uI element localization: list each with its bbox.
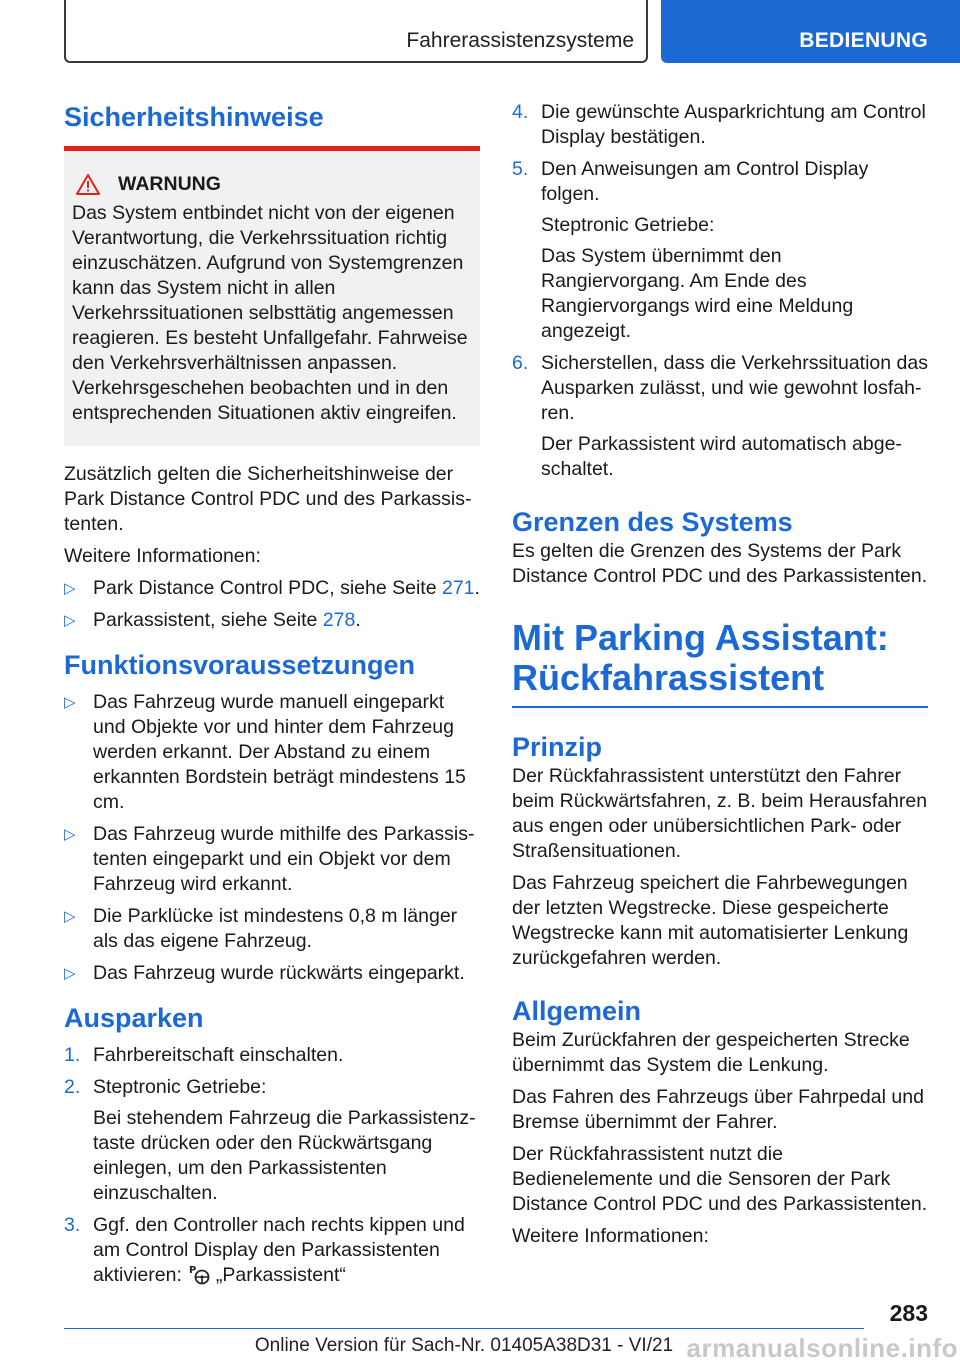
footer-online-version: Online Version für Sach-Nr. 01405A38D31 - VI/21 <box>254 1335 674 1356</box>
svg-text:P: P <box>188 1265 197 1276</box>
list-item: ▷ Die Parklücke ist mindestens 0,8 m länger als das eigene Fahrzeug. <box>64 905 458 952</box>
heading-main-title-line1: Mit Parking Assistant: <box>512 617 889 658</box>
list-item: 1. Fahrbereitschaft einschalten. <box>64 1044 344 1066</box>
allgemein-paragraph-2: Das Fahren des Fahrzeugs über Fahrpedal und Bremse übernimmt der Fahrer. <box>512 1086 924 1133</box>
warning-text: Das System entbindet nicht von der eigenen Verantwortung, die Verkehrssituation richtig einzuschätzen. Aufgrund von Systemgrenzen kann das System nicht in allen Verkehrssituationen selbsttätig angemessen reagieren. Es besteht Unfallgefahr. Fahrweise den Verkehrsverhältnissen anpassen. Verkehrsgeschehen beobachten und in den entsprechenden Situationen aktiv eingreifen. <box>72 202 468 424</box>
header-chapter-tab <box>661 0 960 63</box>
prinzip-paragraph-1: Der Rückfahrassistent unterstützt den Fahrer beim Rückwärtsfahren, z. B. beim Herausfahren aus engen oder unübersichtlichen Park- oder Straßensituationen. <box>512 765 928 862</box>
zusatz-paragraph: Zusätzlich gelten die Sicherheitshinweise der Park Distance Control PDC und des Parkassistenten. <box>64 463 472 535</box>
page-link-278[interactable]: 278 <box>322 609 356 631</box>
heading-allgemein: Allgemein <box>512 996 642 1026</box>
triangle-right-icon: ▷ <box>64 612 76 629</box>
warning-title-text: WARNUNG <box>118 173 221 195</box>
weitere-informationen-right: Weitere Informationen: <box>512 1225 709 1247</box>
footer-rule <box>64 1328 864 1329</box>
allgemein-paragraph-3: Der Rückfahrassistent nutzt die Bedienelemente und die Sensoren der Park Distance Control PDC und des Parkassistenten. <box>512 1143 928 1215</box>
grenzen-paragraph: Es gelten die Grenzen des Systems der Park Distance Control PDC und des Parkassistenten. <box>512 540 928 587</box>
list-item: 5. Den Anweisungen am Control Display folgen. Steptronic Getriebe: Das System übernimmt den Rangiervorgang. Am Ende des Rangiervorgangs wird eine Meldung angezeigt. <box>512 158 869 342</box>
list-item: 3. Ggf. den Controller nach rechts kippen und am Control Display den Parkassistenten aktivieren: P „Parkassistent“ <box>64 1214 465 1286</box>
list-item: ▷ Das Fahrzeug wurde mithilfe des Parkassistenten eingeparkt und ein Objekt vor dem Fahrzeug wird erkannt. <box>64 823 475 895</box>
list-item: ▷ Parkassistent, siehe Seite 278. <box>64 609 361 631</box>
ausparken-steps <box>64 1043 480 1288</box>
weitere-informationen: Weitere Informationen: <box>64 545 261 567</box>
heading-prinzip: Prinzip <box>512 732 603 762</box>
warning-triangle-icon <box>76 174 100 195</box>
triangle-right-icon: ▷ <box>64 826 76 843</box>
heading-main-title-line2: Rückfahrassistent <box>512 657 825 698</box>
triangle-right-icon: ▷ <box>64 908 76 925</box>
heading-ausparken: Ausparken <box>64 1003 204 1033</box>
reference-list <box>64 576 480 633</box>
heading-funktionsvoraussetzungen: Funktionsvoraussetzungen <box>64 650 416 680</box>
ausparken-steps-continued <box>512 100 928 482</box>
list-item: 6. Sicherstellen, dass die Verkehrssituation das Ausparken zulässt, und wie gewohnt losfahren. Der Parkassistent wird automatisch abgeschaltet. <box>512 352 928 480</box>
list-item: ▷ Park Distance Control PDC, siehe Seite 271. <box>64 577 480 599</box>
park-assist-icon <box>188 1263 210 1285</box>
warning-title <box>76 173 472 196</box>
header-chapter-label: BEDIENUNG <box>799 29 928 52</box>
funktion-list <box>64 690 480 986</box>
warning-box <box>64 151 480 446</box>
heading-grenzen: Grenzen des Systems <box>512 507 793 537</box>
heading-sicherheitshinweise: Sicherheitshinweise <box>64 102 324 132</box>
header-section-label: Fahrerassistenzsysteme <box>406 29 634 52</box>
triangle-right-icon: ▷ <box>64 694 76 711</box>
list-item: 4. Die gewünschte Ausparkrichtung am Control Display bestätigen. <box>512 101 926 148</box>
prinzip-paragraph-2: Das Fahrzeug speichert die Fahrbewegungen der letzten Wegstrecke. Diese gespeicherte Wegstrecke kann mit automatisierter Lenkung zurückgefahren werden. <box>512 872 909 969</box>
page-link-271[interactable]: 271 <box>441 577 475 599</box>
list-item: 2. Steptronic Getriebe: Bei stehendem Fahrzeug die Parkassistenztaste drücken oder den Rückwärtsgang einlegen, um den Parkassistenten einzuschalten. <box>64 1076 476 1204</box>
triangle-right-icon: ▷ <box>64 580 76 597</box>
watermark: armanualsonline.info <box>686 1333 958 1363</box>
triangle-right-icon: ▷ <box>64 965 76 982</box>
list-item: ▷ Das Fahrzeug wurde rückwärts eingeparkt. <box>64 962 465 984</box>
page-number: 283 <box>889 1300 928 1326</box>
list-item: ▷ Das Fahrzeug wurde manuell eingeparkt und Objekte vor und hinter dem Fahrzeug werden erkannt. Der Abstand zu einem erkannten Bordstein beträgt mindestens 15 cm. <box>64 691 466 813</box>
allgemein-paragraph-1: Beim Zurückfahren der gespeicherten Strecke übernimmt das System die Lenkung. <box>512 1029 910 1076</box>
right-column <box>512 100 928 1256</box>
left-column <box>64 100 480 1295</box>
header-section-tab <box>64 0 648 63</box>
